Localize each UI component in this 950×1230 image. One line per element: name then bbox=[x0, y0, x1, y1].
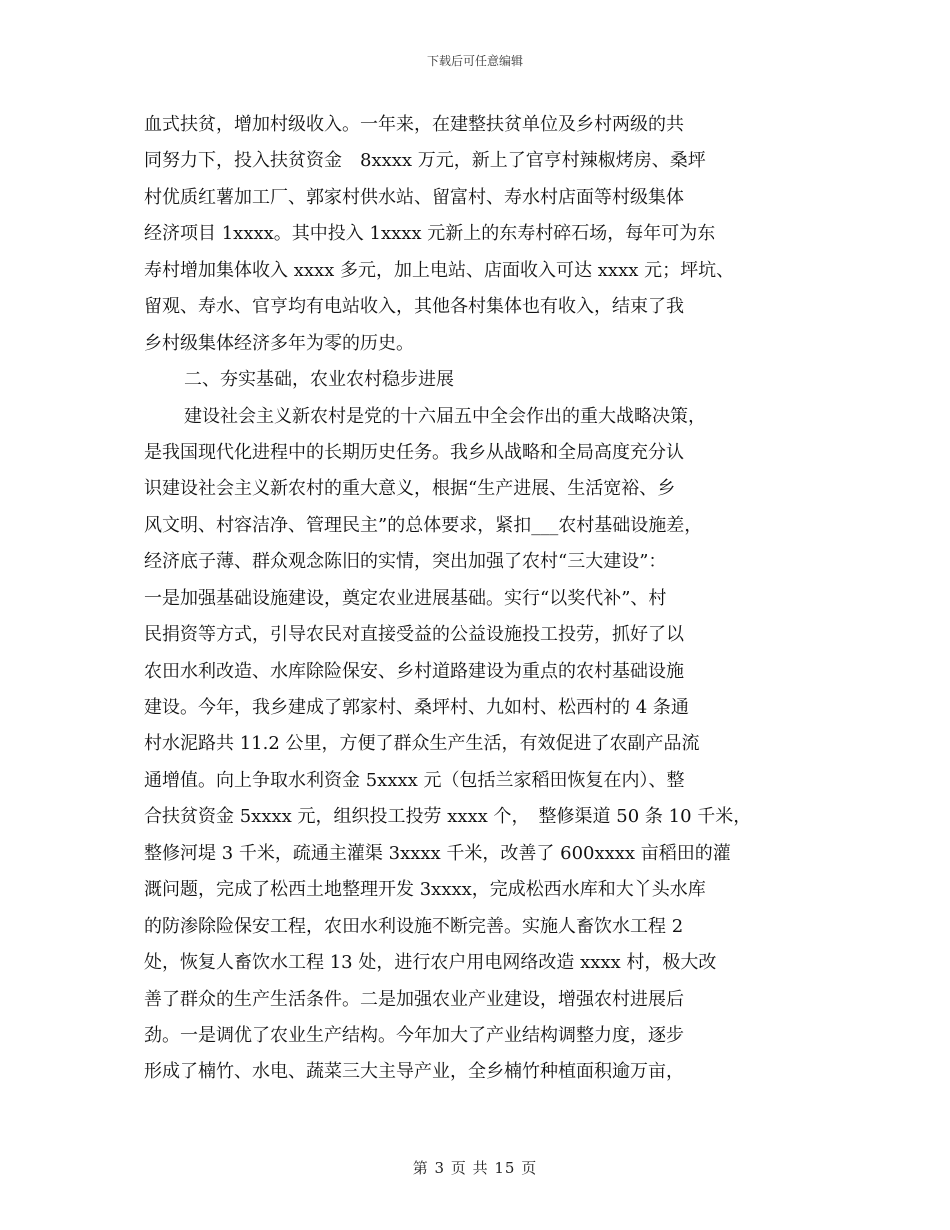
page-header: 下载后可任意编辑 bbox=[426, 54, 523, 68]
text-line-20: 合扶贫资金 5xxxx 元，组织投工投劳 xxxx 个， 整修渠道 50 条 10 千米， bbox=[144, 806, 752, 828]
text-line-19: 通增值。向上争取水利资金 5xxxx 元（包括兰家稻田恢复在内）、整 bbox=[144, 769, 685, 791]
text-line-11: 识建设社会主义新农村的重大意义，根据“生产进展、生活宽裕、乡 bbox=[144, 478, 676, 500]
text-line-22: 溉问题，完成了松西土地整理开发 3xxxx，完成松西水库和大丫头水库 bbox=[144, 879, 706, 901]
text-line-17: 建设。今年，我乡建成了郭家村、桑坪村、九如村、松西村的 4 条通 bbox=[144, 697, 689, 718]
document-body bbox=[144, 107, 834, 1091]
text-line-10: 是我国现代化进程中的长期历史任务。我乡从战略和全局高度充分认 bbox=[144, 441, 684, 463]
text-line-18: 村水泥路共 11.2 公里，方便了群众生产生活，有效促进了农副产品流 bbox=[144, 733, 700, 755]
text-line-4: 经济项目 1xxxx。其中投入 1xxxx 元新上的东寿村碎石场，每年可为东 bbox=[144, 223, 716, 245]
text-line-15: 民捐资等方式，引导农民对直接受益的公益设施投工投劳，抓好了以 bbox=[144, 624, 684, 646]
text-line-16: 农田水利改造、水库除险保安、乡村道路建设为重点的农村基础设施 bbox=[144, 660, 684, 682]
text-line-24: 处，恢复人畜饮水工程 13 处，进行农户用电网络改造 xxxx 村，极大改 bbox=[144, 952, 717, 974]
text-line-7: 乡村级集体经济多年为零的历史。 bbox=[144, 332, 414, 354]
text-line-23: 的防渗除险保安工程，农田水利设施不断完善。实施人畜饮水工程 2 bbox=[144, 915, 684, 937]
text-line-21: 整修河堤 3 千米，疏通主灌渠 3xxxx 千米，改善了 600xxxx 亩稻田的灌 bbox=[144, 842, 731, 864]
text-line-25: 善了群众的生产生活条件。二是加强农业产业建设，增强农村进展后 bbox=[144, 988, 684, 1010]
text-line-27: 形成了楠竹、水电、蔬菜三大主导产业，全乡楠竹种植面积逾万亩， bbox=[144, 1061, 684, 1083]
text-line-26: 劲。一是调优了农业生产结构。今年加大了产业结构调整力度，逐步 bbox=[144, 1024, 684, 1046]
text-line-1: 血式扶贫，增加村级收入。一年来，在建整扶贫单位及乡村两级的共 bbox=[144, 114, 684, 135]
text-line-9: 建设社会主义新农村是党的十六届五中全会作出的重大战略决策， bbox=[184, 405, 706, 427]
text-line-14: 一是加强基础设施建设，奠定农业进展基础。实行“以奖代补”、村 bbox=[144, 587, 667, 609]
text-line-3: 村优质红薯加工厂、郭家村供水站、留富村、寿水村店面等村级集体 bbox=[144, 186, 684, 208]
text-line-5: 寿村增加集体收入 xxxx 多元，加上电站、店面收入可达 xxxx 元；坪坑、 bbox=[144, 259, 735, 281]
page-footer: 第 3 页 共 15 页 bbox=[412, 1159, 538, 1177]
text-line-2: 同努力下，投入扶贫资金 8xxxx 万元，新上了官亨村辣椒烤房、桑坪 bbox=[144, 150, 706, 172]
text-line-6: 留观、寿水、官亨均有电站收入，其他各村集体也有收入，结束了我 bbox=[144, 296, 684, 318]
text-line-13: 经济底子薄、群众观念陈旧的实情，突出加强了农村“三大建设”： bbox=[144, 551, 667, 573]
text-line-12: 风文明、村容洁净、管理民主”的总体要求，紧扣___农村基础设施差， bbox=[144, 514, 703, 536]
section-heading: 二、夯实基础，农业农村稳步进展 bbox=[184, 369, 454, 391]
